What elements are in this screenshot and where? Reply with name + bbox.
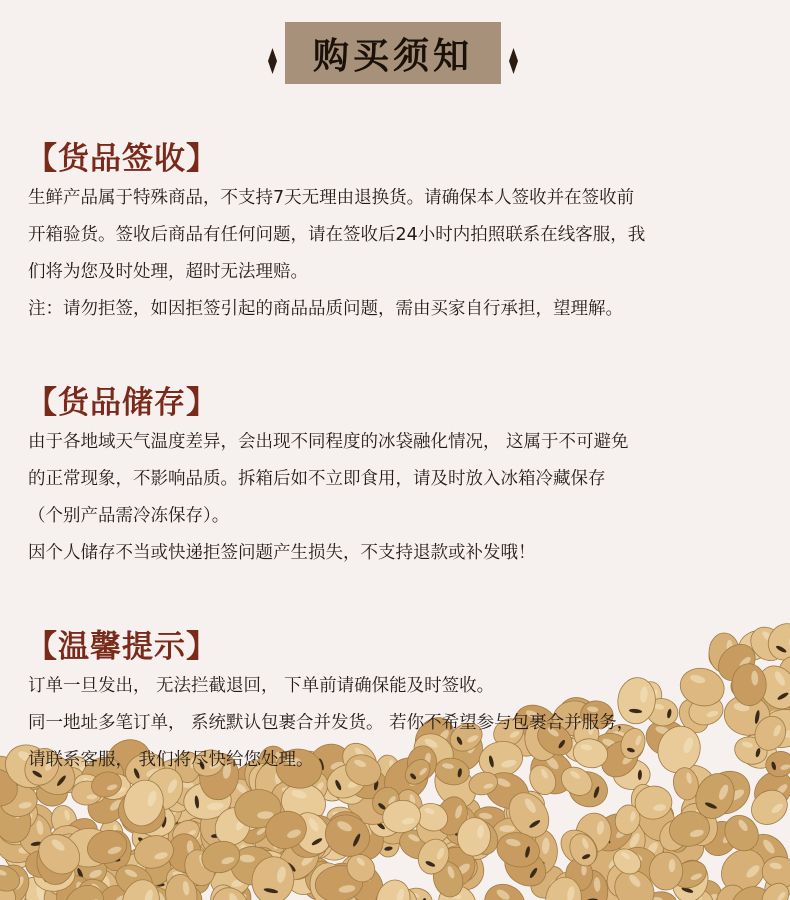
page-title: 购买须知 bbox=[285, 22, 501, 84]
text-line: 开箱验货。签收后商品有任何问题，请在签收后24小时内拍照联系在线客服，我 bbox=[28, 225, 646, 245]
section-body-tips bbox=[28, 668, 780, 779]
text-line: 订单一旦发出， 无法拦截退回， 下单前请确保能及时签收。 bbox=[28, 676, 495, 696]
section-body-storage bbox=[28, 424, 780, 572]
section-heading-tips: 【温馨提示】 bbox=[26, 629, 218, 665]
section-heading-storage: 【货品储存】 bbox=[26, 385, 218, 421]
diamond-right-icon bbox=[509, 48, 518, 74]
text-line: 的正常现象，不影响品质。拆箱后如不立即食用，请及时放入冰箱冷藏保存 bbox=[28, 469, 606, 489]
text-line: （个别产品需冷冻保存）。 bbox=[28, 506, 230, 526]
text-line: 们将为您及时处理，超时无法理赔。 bbox=[28, 262, 308, 282]
text-line: 由于各地域天气温度差异，会出现不同程度的冰袋融化情况， 这属于不可避免 bbox=[28, 432, 629, 452]
page-header bbox=[0, 22, 790, 92]
text-line: 生鲜产品属于特殊商品，不支持7天无理由退换货。请确保本人签收并在签收前 bbox=[28, 188, 635, 208]
section-heading-receipt: 【货品签收】 bbox=[26, 141, 218, 177]
text-line: 注：请勿拒签，如因拒签引起的商品品质问题，需由买家自行承担，望理解。 bbox=[28, 299, 623, 319]
section-body-receipt bbox=[28, 180, 780, 328]
text-line: 因个人储存不当或快递拒签问题产生损失，不支持退款或补发哦！ bbox=[28, 543, 536, 563]
text-line: 请联系客服， 我们将尽快给您处理。 bbox=[28, 750, 314, 770]
text-line: 同一地址多笔订单， 系统默认包裹合并发货。 若你不希望参与包裹合并服务， bbox=[28, 713, 635, 733]
diamond-left-icon bbox=[268, 48, 277, 74]
